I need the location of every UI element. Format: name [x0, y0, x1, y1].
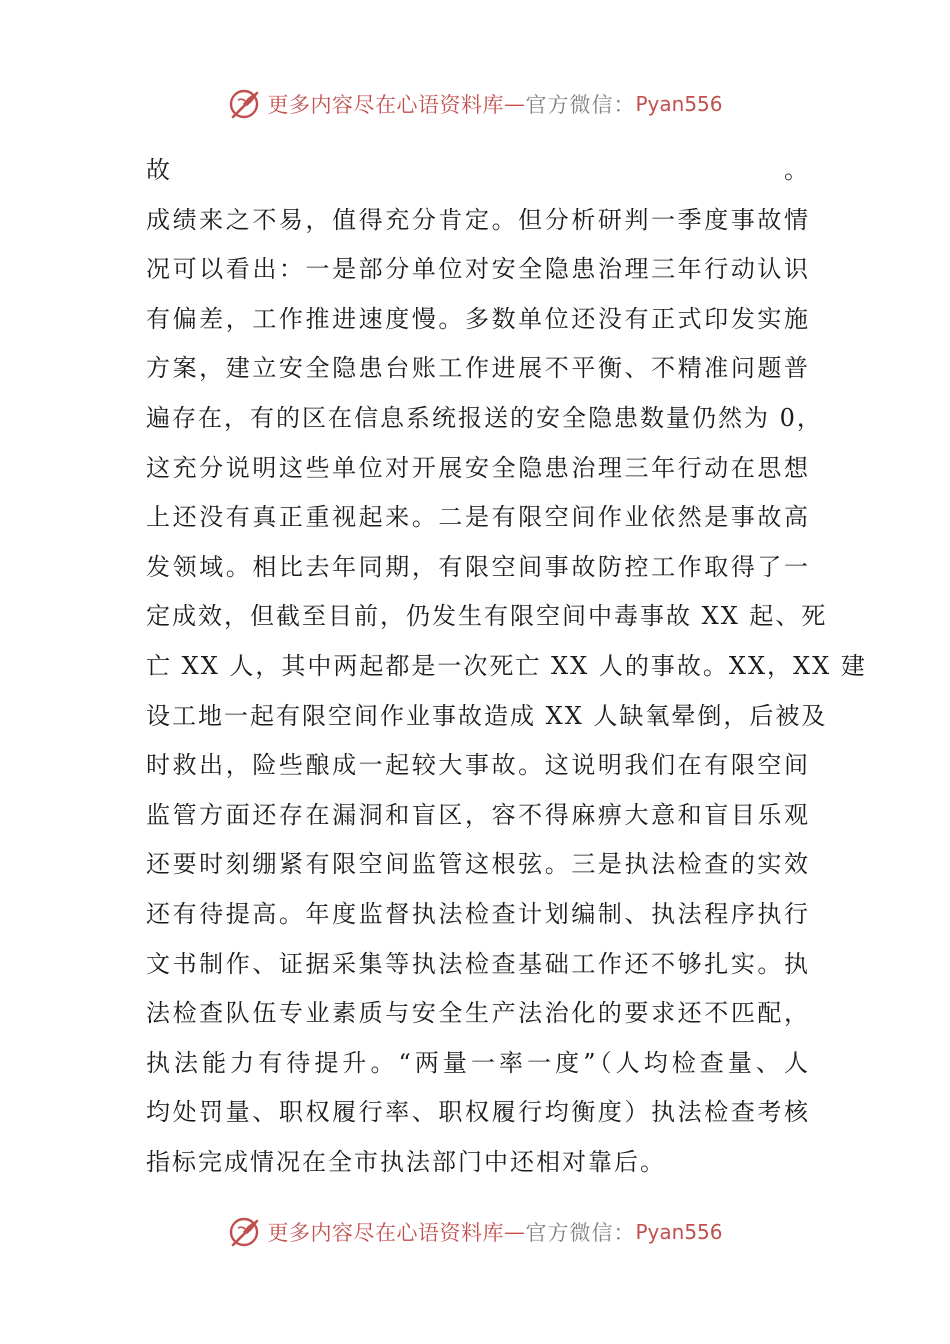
footer-wechat-id: Pyan556 — [635, 1220, 723, 1244]
header-wechat-label: 官方微信： — [525, 93, 636, 117]
text-line: 这充分说明这些单位对开展安全隐患治理三年行动在思想 — [146, 453, 810, 482]
text-line: 上还没有真正重视起来。二是有限空间作业依然是事故高 — [146, 503, 810, 532]
text-line: 指标完成情况在全市执法部门中还相对靠后。 — [146, 1147, 666, 1176]
header-dash: — — [503, 92, 526, 116]
text-line: 均处罚量、职权履行率、职权履行均衡度）执法检查考核 — [146, 1098, 810, 1127]
text-line: 方案，建立安全隐患台账工作进展不平衡、不精准问题普 — [146, 354, 810, 383]
quill-logo-icon — [227, 86, 263, 122]
text-line: 时救出，险些酿成一起较大事故。这说明我们在有限空间 — [146, 751, 810, 780]
footer-wechat-label: 官方微信： — [525, 1221, 636, 1245]
text-line: 遍存在，有的区在信息系统报送的安全隐患数量仍然为 0， — [146, 403, 823, 432]
text-line: 况可以看出：一是部分单位对安全隐患治理三年行动认识 — [146, 255, 810, 284]
text-line: 还要时刻绷紧有限空间监管这根弦。三是执法检查的实效 — [146, 850, 810, 879]
footer-watermark — [0, 1212, 950, 1252]
document-body — [146, 146, 867, 1187]
text-line: 发领域。相比去年同期，有限空间事故防控工作取得了一 — [146, 552, 810, 581]
text-line: 执法能力有待提升。“两量一率一度”（人均检查量、人 — [146, 1048, 810, 1077]
text-line: 有偏差，工作推进速度慢。多数单位还没有正式印发实施 — [146, 304, 810, 333]
header-wechat-id: Pyan556 — [635, 92, 723, 116]
text-line: 亡 XX 人，其中两起都是一次死亡 XX 人的事故。XX，XX 建 — [146, 651, 867, 680]
quill-logo-icon — [227, 1214, 263, 1250]
header-promo-text: 更多内容尽在心语资料库 — [267, 93, 504, 117]
text-line: 监管方面还存在漏洞和盲区，容不得麻痹大意和盲目乐观 — [146, 800, 810, 829]
footer-promo-text: 更多内容尽在心语资料库 — [267, 1221, 504, 1245]
text-line: 故。 — [146, 156, 810, 184]
header-watermark — [0, 84, 950, 124]
text-line: 还有待提高。年度监督执法检查计划编制、执法程序执行 — [146, 899, 810, 928]
text-line: 文书制作、证据采集等执法检查基础工作还不够扎实。执 — [146, 949, 810, 978]
text-line: 法检查队伍专业素质与安全生产法治化的要求还不匹配， — [146, 999, 810, 1028]
text-line: 成绩来之不易，值得充分肯定。但分析研判一季度事故情 — [146, 205, 810, 234]
text-line: 设工地一起有限空间作业事故造成 XX 人缺氧晕倒，后被及 — [146, 701, 828, 730]
text-line: 定成效，但截至目前，仍发生有限空间中毒事故 XX 起、死 — [146, 602, 828, 631]
footer-dash: — — [503, 1220, 526, 1244]
